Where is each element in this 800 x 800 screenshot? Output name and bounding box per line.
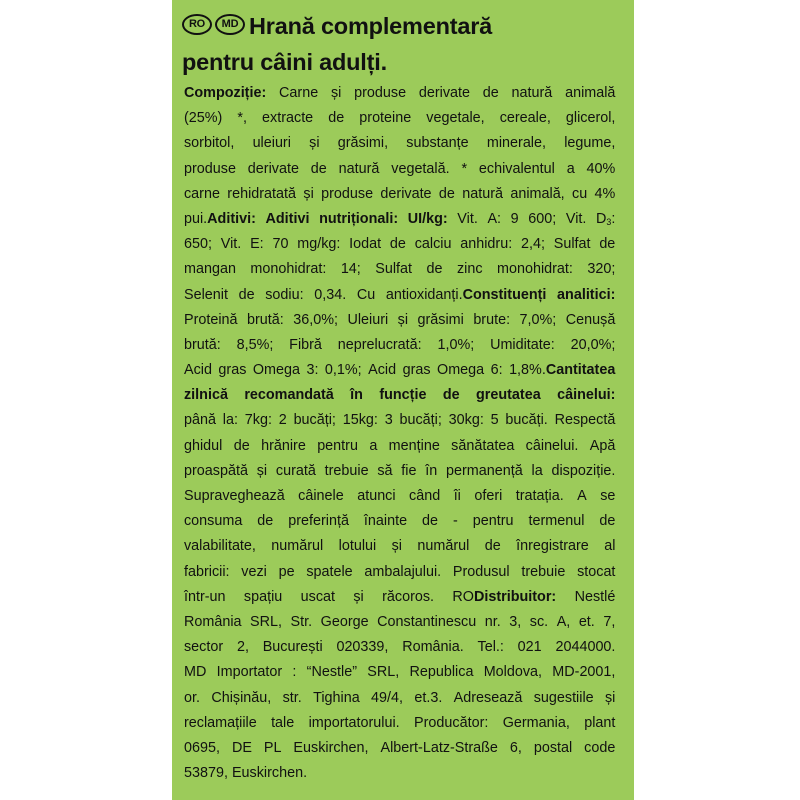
word: “Nestle” [306, 664, 358, 681]
word: oferi [474, 488, 503, 504]
body-line [184, 635, 615, 660]
word: * [461, 160, 468, 177]
word: stocat [577, 563, 616, 580]
word: Compoziție: [184, 85, 267, 101]
word: și [330, 85, 342, 101]
word: 3 [384, 412, 393, 429]
word: ambalajului. [364, 563, 442, 580]
word: înainte [363, 513, 408, 530]
body-line [184, 81, 615, 106]
word: proteine [359, 110, 412, 127]
word: Str. [290, 613, 313, 630]
word: 36,0%; [293, 311, 338, 328]
word: PL [263, 739, 282, 756]
word: mangan [184, 261, 236, 278]
word: Iodat [349, 236, 382, 253]
word: Vit. [220, 236, 242, 253]
word: code [584, 739, 616, 756]
word: uleiuri [252, 135, 291, 152]
word: animală, [510, 185, 565, 202]
word: Aditivi [265, 210, 310, 227]
word: de [482, 85, 499, 101]
word: și [353, 588, 364, 605]
word: 3: [306, 362, 319, 379]
word: 2,4; [520, 236, 545, 253]
word: 49/4, [371, 689, 404, 706]
body-line [184, 283, 615, 308]
word: lotului [338, 538, 377, 555]
word: zinc [456, 261, 483, 278]
word: neprelucrată: [337, 336, 422, 353]
word: or. [184, 689, 200, 706]
word: bucăți; [293, 412, 336, 429]
word: 53879, [184, 765, 228, 782]
word: antioxidanți.Constituenți [385, 286, 547, 303]
word: de [484, 538, 501, 555]
word: 6, [509, 739, 522, 756]
word: Respectă [554, 412, 616, 429]
word: și [309, 135, 320, 152]
word: permanență [446, 462, 523, 479]
word: produse [184, 160, 236, 177]
word: Omega [437, 362, 485, 379]
word: 650; [184, 236, 212, 253]
word: 15kg: [342, 412, 378, 429]
word: UI/kg: [407, 210, 448, 227]
word: trebuie [324, 462, 369, 479]
body-line [184, 182, 615, 207]
body-line [184, 106, 615, 131]
word: Adresează [453, 689, 523, 706]
word: derivate [380, 185, 432, 202]
word: de [599, 513, 616, 530]
composition-text [184, 81, 615, 786]
body-line [184, 383, 615, 408]
word: legume, [564, 135, 616, 152]
word: 7, [603, 613, 616, 630]
word: animală [565, 85, 616, 101]
country-badges [182, 14, 245, 35]
word: 8,5%; [236, 336, 274, 353]
word: rehidratată [227, 185, 297, 202]
word: Importator [216, 664, 283, 681]
word: sodiu: [265, 286, 304, 303]
word: produse [354, 85, 407, 101]
word: și [604, 689, 616, 706]
word: câinelui: [557, 387, 616, 404]
word: 1,0%; [437, 336, 475, 353]
word: Produsul [452, 563, 510, 580]
word: 7kg: [244, 412, 272, 429]
word: de [422, 513, 439, 530]
word: fie [401, 462, 417, 479]
word: 7,0%; [519, 311, 557, 328]
word: Apă [589, 437, 616, 454]
word: vezi [241, 563, 267, 580]
label-header [182, 8, 632, 80]
word: DE [231, 739, 252, 756]
word: Tel.: [477, 639, 504, 656]
word: MD [184, 664, 207, 681]
word: 0,34. [314, 286, 347, 303]
word: produse [321, 185, 374, 202]
word: pentru [472, 513, 514, 530]
body-line [184, 610, 615, 635]
word: Umiditate: [490, 336, 555, 353]
word: carne [184, 185, 220, 202]
body-line [184, 308, 615, 333]
word: et.3. [414, 689, 443, 706]
word: vegetală. [391, 160, 450, 177]
body-line [184, 157, 615, 182]
word: Euskirchen, [293, 739, 369, 756]
word: în [425, 462, 438, 479]
body-line [184, 660, 615, 685]
word: extracte [262, 110, 314, 127]
word: 1,8%.Cantitatea [509, 362, 616, 379]
word: și [303, 185, 314, 202]
word: $D_3$: [596, 210, 616, 227]
word: 70 [272, 236, 289, 253]
word: pe [278, 563, 295, 580]
word: Constantinescu [377, 613, 477, 630]
body-line [184, 207, 615, 232]
badge-md: MD [215, 14, 245, 35]
word: a [566, 160, 575, 177]
word: de [238, 286, 255, 303]
word: natură [338, 160, 380, 177]
word: natură [511, 85, 553, 101]
word: vegetale, [426, 110, 485, 127]
word: fabricii: [184, 563, 230, 580]
word: pentru [317, 437, 358, 454]
word: câinele [298, 488, 344, 504]
body-line [184, 711, 615, 736]
word: brută: [247, 311, 284, 328]
word: dispoziție. [551, 462, 616, 479]
word: Vit. [457, 210, 478, 227]
word: mg/kg: [297, 236, 341, 253]
word: analitici: [557, 286, 616, 303]
word: sorbitol, [184, 135, 235, 152]
word: 600; [528, 210, 557, 227]
word: A, [556, 613, 571, 630]
word: reclamațiile [184, 714, 257, 731]
word: bucăți; [399, 412, 442, 429]
word: 5 [490, 412, 499, 429]
word: zilnică [184, 387, 228, 404]
word: 0,1%; [324, 362, 362, 379]
word: hrănire [261, 437, 306, 454]
word: 2, [236, 639, 249, 656]
word: spațiu [243, 588, 283, 605]
body-line [184, 232, 615, 257]
title-line-2: pentru câini adulți. [182, 49, 387, 75]
word: în [350, 387, 363, 404]
word: gras [402, 362, 431, 379]
word: de [328, 110, 345, 127]
word: Uleiuri [347, 311, 389, 328]
word: România. [402, 639, 464, 656]
badge-ro: RO [182, 14, 212, 35]
word: str. [282, 689, 302, 706]
word: E: [250, 236, 264, 253]
word: funcție [379, 387, 427, 404]
word: 4% [594, 185, 616, 202]
word: la: [222, 412, 238, 429]
word: Cenușă [565, 311, 616, 328]
body-line [184, 131, 615, 156]
word: Proteină [184, 311, 238, 328]
word: numărul [271, 538, 324, 555]
word: Omega [252, 362, 300, 379]
word: - [453, 513, 458, 530]
word: derivate [418, 85, 471, 101]
word: bucăți. [505, 412, 548, 429]
word: și [397, 311, 409, 328]
word: de [257, 513, 274, 530]
word: de [442, 387, 460, 404]
word: sănătatea [451, 437, 515, 454]
body-line [184, 459, 615, 484]
word: *, [237, 110, 247, 127]
word: MD-2001, [552, 664, 616, 681]
word: răcoros. [382, 588, 435, 605]
word: plant [584, 714, 616, 731]
word: de [389, 236, 406, 253]
word: : [292, 664, 297, 681]
word: sc. [529, 613, 549, 630]
word: 20,0%; [570, 336, 616, 353]
word: proaspătă [184, 462, 248, 479]
word: A: [487, 210, 502, 227]
word: monohidrat: [496, 261, 573, 278]
word: București [262, 639, 323, 656]
word: sugestiile [533, 689, 594, 706]
word: nr. [484, 613, 501, 630]
word: Republica [409, 664, 474, 681]
word: minerale, [486, 135, 547, 152]
word: nutriționali: [319, 210, 399, 227]
word: SRL, [250, 613, 283, 630]
word: ghidul [184, 437, 223, 454]
word: atunci [357, 488, 396, 504]
word: monohidrat: [250, 261, 327, 278]
word: de [438, 185, 455, 202]
word: SRL, [367, 664, 400, 681]
body-line [184, 761, 615, 786]
word: Tighina [313, 689, 360, 706]
word: a [369, 437, 378, 454]
word: până [184, 412, 216, 429]
word: 2044000. [555, 639, 616, 656]
word: derivate [247, 160, 299, 177]
word: RODistribuitor: [452, 588, 557, 605]
word: echivalentul [478, 160, 555, 177]
word: 2 [278, 412, 287, 429]
word: de [233, 437, 250, 454]
word: postal [533, 739, 573, 756]
body-line [184, 257, 615, 282]
word: Euskirchen. [231, 765, 308, 782]
word: natură [462, 185, 504, 202]
word: tale [271, 714, 295, 731]
word: Acid [368, 362, 397, 379]
word: de [599, 236, 616, 253]
word: să [377, 462, 393, 479]
word: Albert-Latz-Straße [380, 739, 498, 756]
word: Selenit [184, 286, 228, 303]
body-line [184, 408, 615, 433]
word: Germania, [502, 714, 570, 731]
body-line [184, 686, 615, 711]
word: de [310, 160, 327, 177]
word: anhidru: [460, 236, 513, 253]
body-line [184, 736, 615, 761]
word: spatele [306, 563, 353, 580]
word: termenul [528, 513, 585, 530]
word: îi [453, 488, 461, 504]
word: Acid [184, 362, 212, 379]
word: preferință [288, 513, 349, 530]
word: cu [572, 185, 588, 202]
word: curată [275, 462, 316, 479]
body-line [184, 560, 615, 585]
word: 40% [586, 160, 616, 177]
word: 0695, [184, 739, 220, 756]
product-title [182, 8, 632, 80]
word: brută: [184, 336, 221, 353]
word: și [256, 462, 268, 479]
word: recomandată [244, 387, 334, 404]
word: George [320, 613, 369, 630]
word: Vit. [565, 210, 587, 227]
title-line-1 [182, 8, 632, 44]
word: câinelui. [525, 437, 579, 454]
word: 320; [587, 261, 616, 278]
word: glicerol, [565, 110, 616, 127]
word: gras [218, 362, 247, 379]
label-panel [172, 0, 634, 800]
word: substanțe [406, 135, 469, 152]
word: și [391, 538, 402, 555]
word: Chișinău, [211, 689, 272, 706]
word: la [531, 462, 543, 479]
body-line [184, 484, 615, 509]
word: Nestlé [574, 588, 616, 605]
word: România [184, 613, 242, 630]
word: sector [184, 639, 224, 656]
word: Sulfat [375, 261, 413, 278]
word: Producător: [414, 714, 489, 731]
word: Supraveghează [184, 488, 285, 504]
word: grăsimi, [337, 135, 389, 152]
word: consuma [184, 513, 243, 530]
word: într-un [184, 588, 226, 605]
word: uscat [300, 588, 336, 605]
word: (25%) [184, 110, 223, 127]
word: Fibră [289, 336, 322, 353]
body-line [184, 434, 615, 459]
body-line [184, 534, 615, 559]
word: 6: [490, 362, 503, 379]
word: 020339, [336, 639, 389, 656]
word: numărul [417, 538, 470, 555]
word: Cu [356, 286, 376, 303]
word: tratația. [515, 488, 564, 504]
word: grăsimi [417, 311, 464, 328]
word: 14; [340, 261, 361, 278]
body-line [184, 585, 615, 610]
word: al [604, 538, 616, 555]
word: Carne [279, 85, 319, 101]
word: cereale, [499, 110, 551, 127]
word: A [577, 488, 587, 504]
body-line [184, 333, 615, 358]
word: Sulfat [553, 236, 591, 253]
word: când [409, 488, 441, 504]
word: se [600, 488, 616, 504]
word: pui.Aditivi: [184, 210, 256, 227]
title-text-1: Hrană complementară [249, 13, 493, 39]
word: importatorului. [308, 714, 400, 731]
word: trebuie [521, 563, 566, 580]
word: valabilitate, [184, 538, 256, 555]
word: greutatea [475, 387, 541, 404]
word: 021 [517, 639, 542, 656]
word: et. [578, 613, 595, 630]
word: înregistrare [516, 538, 589, 555]
word: calciu [414, 236, 452, 253]
body-line [184, 358, 615, 383]
word: de [426, 261, 443, 278]
word: 9 [510, 210, 519, 227]
word: 30kg: [448, 412, 484, 429]
word: menține [388, 437, 440, 454]
body-line [184, 509, 615, 534]
word: 3, [509, 613, 522, 630]
word: brute: [473, 311, 511, 328]
word: Moldova, [483, 664, 543, 681]
